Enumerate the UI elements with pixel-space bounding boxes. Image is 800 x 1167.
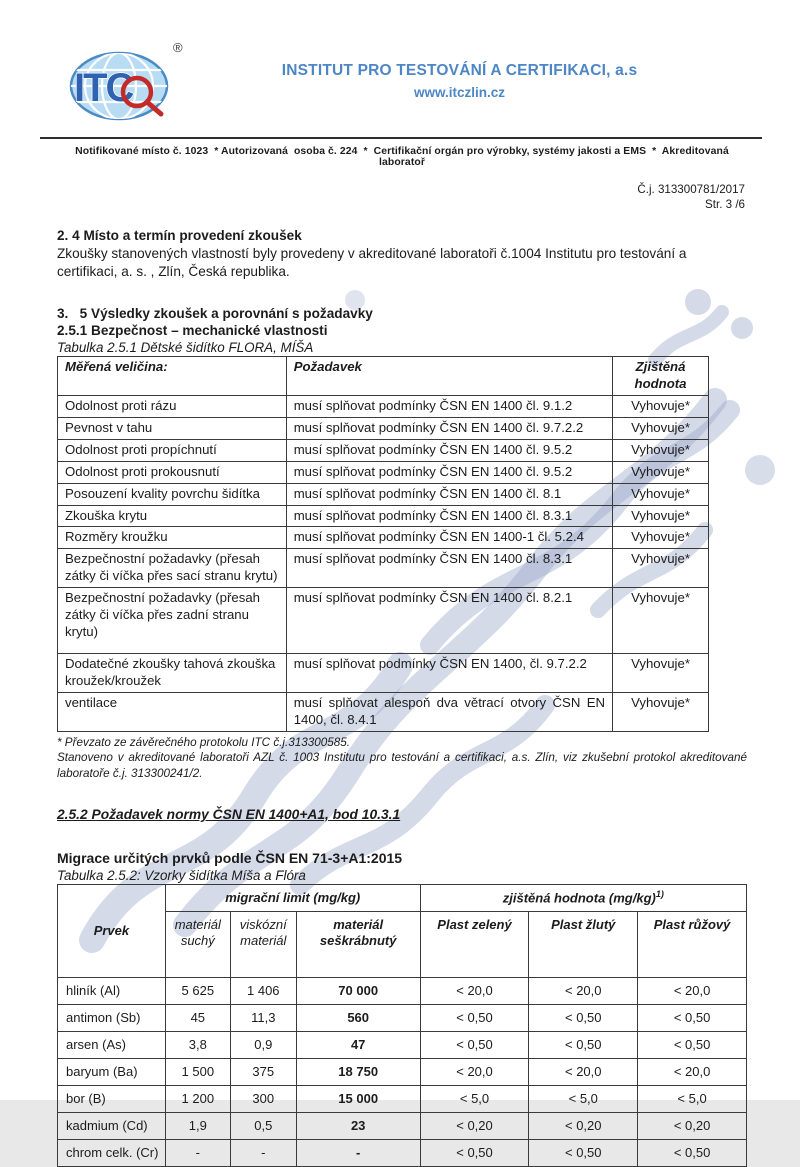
table-row [58,1031,747,1058]
limit-viscous-cell: 1 406 [230,977,296,1004]
limit-viscous-cell: 0,9 [230,1031,296,1058]
subheader-plastic-yellow: Plast žlutý [529,911,638,977]
table-row [58,505,709,527]
measured-quantity-cell: Odolnost proti rázu [58,396,287,418]
measured-quantity-cell: ventilace [58,692,287,731]
found-yellow-cell: < 0,50 [529,1139,638,1166]
measured-quantity-cell: Rozměry kroužku [58,527,287,549]
table-row [58,396,709,418]
table-2-5-2-caption: Tabulka 2.5.2: Vzorky šidítka Míša a Flóra [57,867,306,883]
requirement-cell: musí splňovat podmínky ČSN EN 1400 čl. 9.5.2 [286,439,612,461]
requirement-cell: musí splňovat podmínky ČSN EN 1400 čl. 8.1 [286,483,612,505]
table-row [58,461,709,483]
limit-dry-cell: - [165,1139,230,1166]
result-cell: Vyhovuje* [613,692,709,731]
table-row [58,1139,747,1166]
column-header-found-value: Zjištěná hodnota [613,357,709,396]
footnote-asterisk: * Převzato ze závěrečného protokolu ITC č.j.313300585. [57,735,351,749]
limit-scraped-cell: 23 [296,1112,420,1139]
found-yellow-cell: < 0,50 [529,1031,638,1058]
limit-dry-cell: 1 500 [165,1058,230,1085]
result-cell: Vyhovuje* [613,527,709,549]
org-website: www.itczlin.cz [413,85,505,100]
found-yellow-cell: < 0,50 [529,1004,638,1031]
section-3-heading: 3. 5 Výsledky zkoušek a porovnání s požadavky [57,306,373,322]
itc-logo-text: ITC [74,66,133,110]
found-green-cell: < 0,50 [420,1004,529,1031]
table-header-row [58,357,709,396]
subheader-material-scraped: materiál seškrábnutý [296,911,420,977]
found-green-cell: < 20,0 [420,977,529,1004]
column-header-measured-quantity: Měřená veličina: [58,357,287,396]
element-cell: antimon (Sb) [58,1004,166,1031]
found-pink-cell: < 20,0 [638,1058,747,1085]
table-row [58,1004,747,1031]
table-row [58,549,709,588]
table-header-group-row [58,884,747,911]
table-row [58,1058,747,1085]
limit-viscous-cell: 0,5 [230,1112,296,1139]
table-row [58,588,709,654]
found-pink-cell: < 20,0 [638,977,747,1004]
table-row [58,692,709,731]
subheader-plastic-pink: Plast růžový [638,911,747,977]
limit-viscous-cell: 11,3 [230,1004,296,1031]
result-cell: Vyhovuje* [613,439,709,461]
limit-scraped-cell: - [296,1139,420,1166]
header-divider [40,137,762,139]
requirement-cell: musí splňovat podmínky ČSN EN 1400 čl. 8.2.1 [286,588,612,654]
found-pink-cell: < 0,50 [638,1004,747,1031]
table-row [58,654,709,693]
accreditation-line: Notifikované místo č. 1023 * Autorizovaná osoba č. 224 * Certifikační orgán pro výrobky, systémy jakosti a EMS * Akreditovaná laboratoř [75,146,735,168]
result-cell: Vyhovuje* [613,461,709,483]
found-green-cell: < 5,0 [420,1085,529,1112]
found-pink-cell: < 5,0 [638,1085,747,1112]
found-value-label: zjištěná hodnota (mg/kg) [502,890,656,906]
requirement-cell: musí splňovat podmínky ČSN EN 1400 čl. 9.5.2 [286,461,612,483]
limit-dry-cell: 1 200 [165,1085,230,1112]
limit-scraped-cell: 70 000 [296,977,420,1004]
limit-viscous-cell: - [230,1139,296,1166]
requirement-cell: musí splňovat podmínky ČSN EN 1400-1 čl. 5.2.4 [286,527,612,549]
requirement-cell: musí splňovat podmínky ČSN EN 1400 čl. 9.1.2 [286,396,612,418]
result-cell: Vyhovuje* [613,417,709,439]
result-cell: Vyhovuje* [613,505,709,527]
measured-quantity-cell: Odolnost proti propíchnutí [58,439,287,461]
result-cell: Vyhovuje* [613,654,709,693]
table-footnotes [57,735,747,781]
section-2-5-2-heading: 2.5.2 Požadavek normy ČSN EN 1400+A1, bod 10.3.1 [57,806,401,822]
measured-quantity-cell: Posouzení kvality povrchu šidítka [58,483,287,505]
org-name: INSTITUT PRO TESTOVÁNÍ A CERTIFIKACI, a.s [281,62,638,79]
element-cell: chrom celk. (Cr) [58,1139,166,1166]
measured-quantity-cell: Pevnost v tahu [58,417,287,439]
limit-dry-cell: 3,8 [165,1031,230,1058]
column-group-migration-limit: migrační limit (mg/kg) [165,884,420,911]
reference-block [57,182,747,212]
registered-mark: ® [173,40,183,55]
limit-dry-cell: 5 625 [165,977,230,1004]
result-cell: Vyhovuje* [613,588,709,654]
found-yellow-cell: < 5,0 [529,1085,638,1112]
limit-dry-cell: 1,9 [165,1112,230,1139]
table-row [58,417,709,439]
measured-quantity-cell: Bezpečnostní požadavky (přesah zátky či víčka přes sací stranu krytu) [58,549,287,588]
limit-dry-cell: 45 [165,1004,230,1031]
element-cell: arsen (As) [58,1031,166,1058]
doc-ref-number: Č.j. 313300781/2017 [637,183,745,196]
column-header-element: Prvek [58,884,166,977]
requirement-cell: musí splňovat alespoň dva větrací otvory ČSN EN 1400, čl. 8.4.1 [286,692,612,731]
element-cell: baryum (Ba) [58,1058,166,1085]
found-pink-cell: < 0,50 [638,1139,747,1166]
limit-viscous-cell: 375 [230,1058,296,1085]
section-2-4-heading: 2. 4 Místo a termín provedení zkoušek [57,228,302,244]
limit-scraped-cell: 47 [296,1031,420,1058]
result-cell: Vyhovuje* [613,549,709,588]
column-group-found-value [420,884,746,911]
subheader-plastic-green: Plast zelený [420,911,529,977]
document-header [57,38,747,131]
requirement-cell: musí splňovat podmínky ČSN EN 1400, čl. 9.7.2.2 [286,654,612,693]
found-green-cell: < 0,20 [420,1112,529,1139]
subheader-material-dry: materiál suchý [165,911,230,977]
requirement-cell: musí splňovat podmínky ČSN EN 1400 čl. 8.3.1 [286,549,612,588]
mechanical-properties-table [57,356,709,731]
measured-quantity-cell: Bezpečnostní požadavky (přesah zátky či víčka přes zadní stranu krytu) [58,588,287,654]
found-yellow-cell: < 0,20 [529,1112,638,1139]
itc-logo [57,38,232,131]
element-cell: hliník (Al) [58,977,166,1004]
subheader-material-viscous: viskózní materiál [230,911,296,977]
limit-viscous-cell: 300 [230,1085,296,1112]
found-yellow-cell: < 20,0 [529,977,638,1004]
result-cell: Vyhovuje* [613,483,709,505]
found-pink-cell: < 0,50 [638,1031,747,1058]
found-green-cell: < 20,0 [420,1058,529,1085]
table-row [58,977,747,1004]
measured-quantity-cell: Dodatečné zkoušky tahová zkouška kroužek/kroužek [58,654,287,693]
section-2-5-1-heading: 2.5.1 Bezpečnost – mechanické vlastnosti [57,323,328,339]
table-2-5-1-caption: Tabulka 2.5.1 Dětské šidítko FLORA, MÍŠA [57,340,314,356]
table-row [58,527,709,549]
migration-heading: Migrace určitých prvků podle ČSN EN 71-3+A1:2015 [57,849,403,866]
footnote-ref-sup: 1) [655,889,664,900]
table-row [58,483,709,505]
found-pink-cell: < 0,20 [638,1112,747,1139]
element-cell: bor (B) [58,1085,166,1112]
element-migration-table [57,884,747,1167]
table-row [58,1085,747,1112]
requirement-cell: musí splňovat podmínky ČSN EN 1400 čl. 9.7.2.2 [286,417,612,439]
measured-quantity-cell: Zkouška krytu [58,505,287,527]
limit-scraped-cell: 15 000 [296,1085,420,1112]
limit-scraped-cell: 560 [296,1004,420,1031]
table-row [58,1112,747,1139]
org-title-block [232,62,747,100]
found-green-cell: < 0,50 [420,1139,529,1166]
page-number: Str. 3 /6 [705,198,745,212]
limit-scraped-cell: 18 750 [296,1058,420,1085]
element-cell: kadmium (Cd) [58,1112,166,1139]
itc-globe-logo-icon [57,38,225,126]
table-row [58,439,709,461]
requirement-cell: musí splňovat podmínky ČSN EN 1400 čl. 8.3.1 [286,505,612,527]
found-green-cell: < 0,50 [420,1031,529,1058]
column-header-requirement: Požadavek [286,357,612,396]
found-yellow-cell: < 20,0 [529,1058,638,1085]
section-2-4-body: Zkoušky stanovených vlastností byly provedeny v akreditované laboratoři č.1004 Institutu pro testování a certifikaci, a. s. , Zlín, Česká republika. [57,246,687,280]
result-cell: Vyhovuje* [613,396,709,418]
measured-quantity-cell: Odolnost proti prokousnutí [58,461,287,483]
footnote-laboratory: Stanoveno v akreditované laboratoři AZL č. 1003 Institutu pro testování a certifikaci, a.s. Zlín, viz zkušební protokol akreditované laboratoře č.j. 313300241/2. [57,751,747,780]
